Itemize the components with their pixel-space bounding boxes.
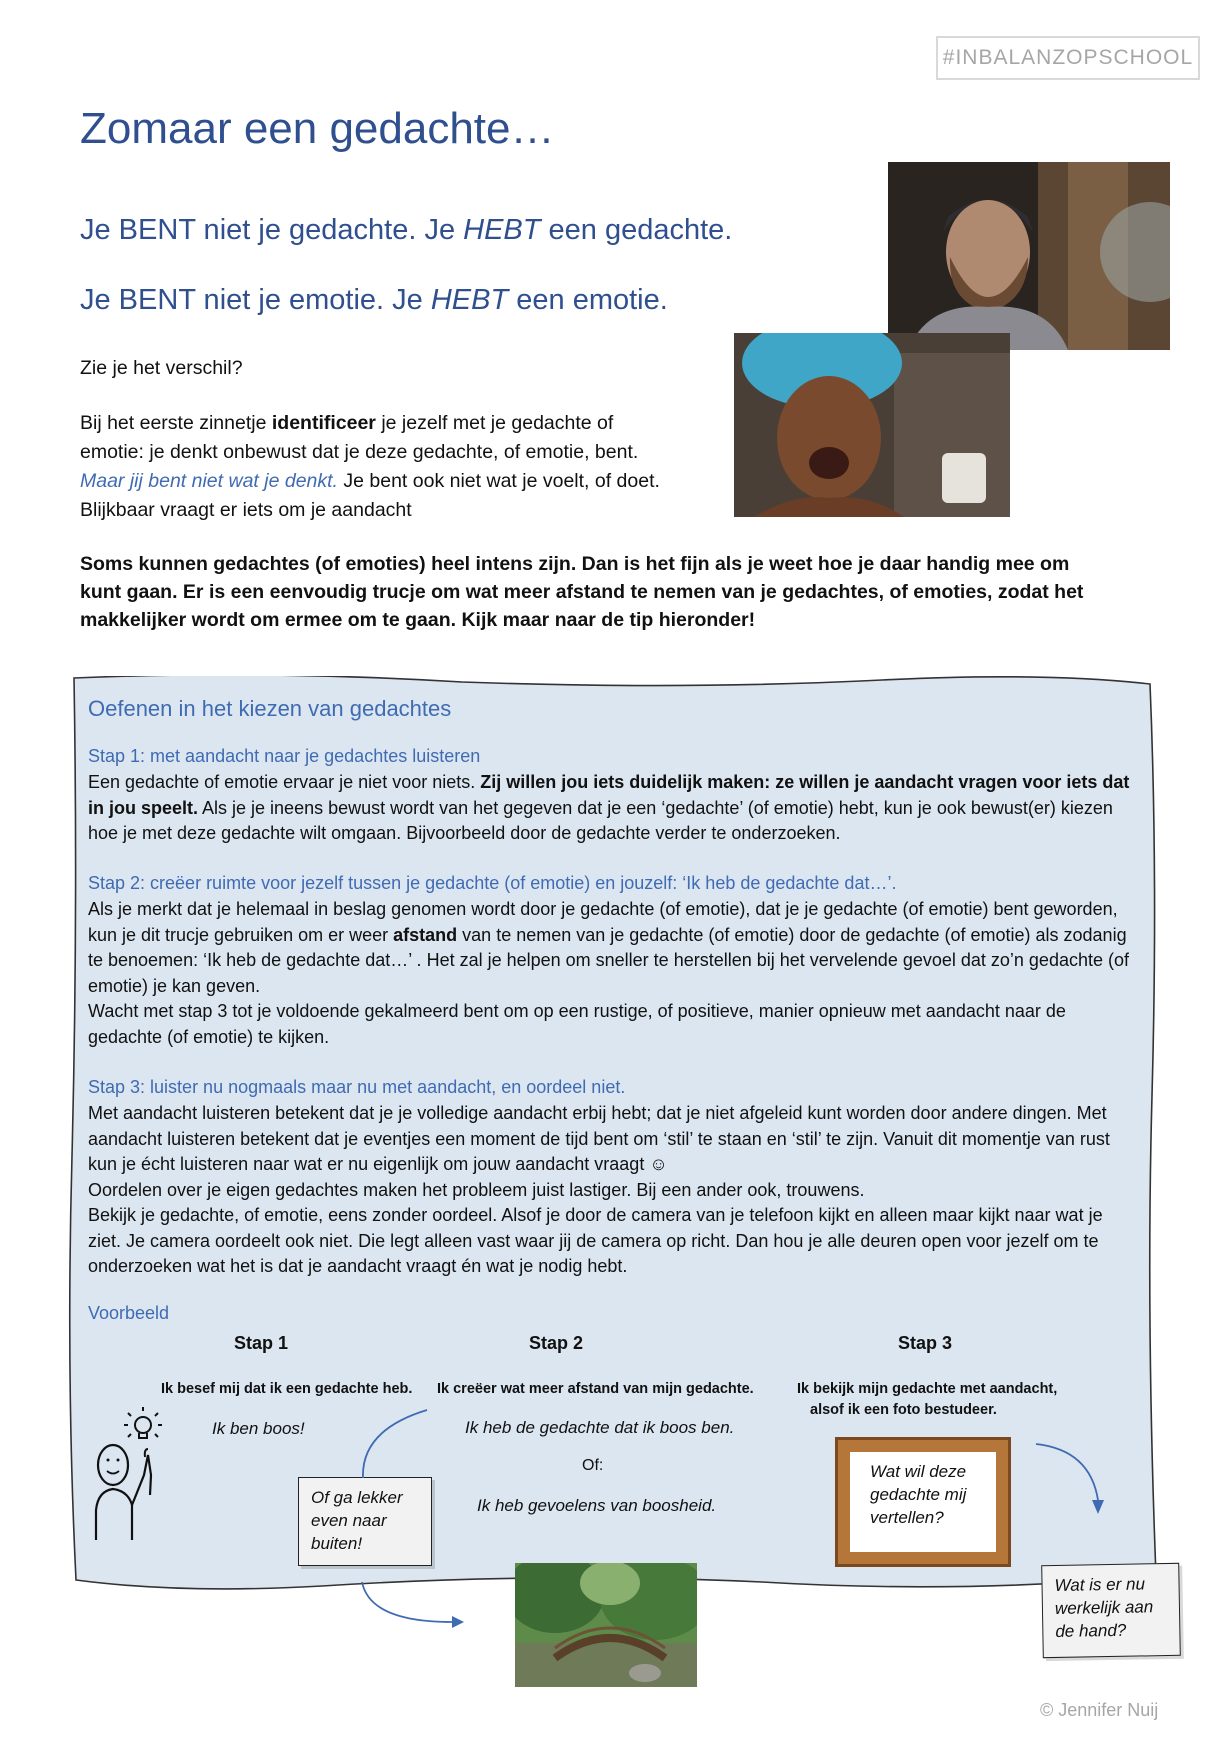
example-step1-heading: Stap 1 [234, 1333, 289, 1353]
step3-text: Met aandacht luisteren betekent dat je je volledige aandacht erbij hebt; dat je niet afgeleid kunt worden door andere dingen. Met aandacht luisteren betekent dat je eventjes een moment de tijd bent om ‘stil’ te staan en ‘stil’ te zijn. Vanuit dit momentje van rust kun je écht luisteren naar wat er nu eigenlijk om jouw aandacht vraagt ☺ Oordelen over je eigen gedachtes maken het probleem juist lastiger. Bij een ander ook, trouwens. Bekijk je gedachte, of emotie, eens zonder oordeel. Alsof je door de camera van je telefoon kijkt en alleen maar kijkt naar wat je ziet. Je camera oordeelt ook niet. Die legt alleen vast waar jij de camera op richt. Dan hou je alle deuren open voor jezelf om te onderzoeken wat het is dat je aandacht vraagt én wat je nodig hebt. [88, 1103, 1110, 1276]
stick-figure-lightbulb-icon [88, 1405, 178, 1545]
hashtag-label: #INBALANZOPSCHOOL [936, 36, 1200, 80]
step3-heading: Stap 3: luister nu nogmaals maar nu met aandacht, en oordeel niet. [88, 1077, 626, 1097]
arrow-curve-up-icon [355, 1400, 435, 1480]
subtitle-emotion: Je BENT niet je emotie. Je HEBT een emotie. [80, 284, 668, 316]
step2-heading: Stap 2: creëer ruimte voor jezelf tussen je gedachte (of emotie) en jouzelf: ‘Ik heb de gedachte dat…’. [88, 873, 897, 893]
example-label: Voorbeeld [88, 1303, 170, 1323]
photo-bearded-man [888, 162, 1170, 350]
example-step3-line2: alsof ik een foto bestudeer. [810, 1402, 997, 1418]
example-step2-italic2: Ik heb gevoelens van boosheid. [477, 1496, 717, 1515]
note-go-outside: Of ga lekker even naar buiten! [298, 1477, 432, 1566]
picture-frame-note: Wat wil deze gedachte mij vertellen? [838, 1440, 1008, 1564]
question-text: Zie je het verschil? [80, 357, 243, 379]
photo-park-bridge [515, 1563, 697, 1687]
copyright: © Jennifer Nuij [1040, 1700, 1159, 1720]
example-step3-heading: Stap 3 [898, 1333, 953, 1353]
example-step1-line: Ik besef mij dat ik een gedachte heb. [161, 1381, 413, 1397]
example-step2-heading: Stap 2 [529, 1333, 584, 1353]
step1-text: Een gedachte of emotie ervaar je niet voor niets. Zij willen jou iets duidelijk maken: ze willen je aandacht vragen voor iets dat in jou speelt. Als je je ineens bewust wordt van het gegeven dat je een ‘gedachte’ (of emotie) hebt, kun je ook bewust(er) kiezen hoe je met deze gedachte wilt omgaan. Bijvoorbeeld door de gedachte verder te onderzoeken. [88, 772, 1130, 843]
example-step2-line: Ik creëer wat meer afstand van mijn gedachte. [437, 1381, 754, 1397]
photo-laughing-woman [734, 333, 1010, 517]
example-step1-italic: Ik ben boos! [212, 1419, 305, 1438]
page-title: Zomaar een gedachte… [80, 104, 555, 153]
arrow-curve-right-icon [360, 1580, 470, 1640]
intro-paragraph: Bij het eerste zinnetje identificeer je jezelf met je gedachte of emotie: je denkt onbewust dat je deze gedachte, of emotie, bent. Maar jij bent niet wat je denkt. Je bent ook niet wat je voelt, of doet. Blijkbaar vraagt er iets om je aandacht [80, 412, 660, 521]
arrow-curve-down-icon [1034, 1440, 1114, 1520]
example-step2-or: Of: [582, 1457, 604, 1474]
example-step2-italic1: Ik heb de gedachte dat ik boos ben. [465, 1418, 735, 1437]
example-step3-line1: Ik bekijk mijn gedachte met aandacht, [797, 1381, 1058, 1397]
subtitle-thought: Je BENT niet je gedachte. Je HEBT een gedachte. [80, 214, 733, 246]
step2-text: Als je merkt dat je helemaal in beslag genomen wordt door je gedachte (of emotie), dat je je gedachte (of emotie) bent geworden, kun je dit trucje gebruiken om er weer afstand van te nemen van je gedachte (of emotie) door de gedachte (of emotie) als zodanig te benoemen: ‘Ik heb de gedachte dat…’ . Het zal je helpen om sneller te herstellen bij het vervelende gevoel dat zo’n gedachte (of emotie) je kan geven. Wacht met stap 3 tot je voldoende gekalmeerd bent om op een rustige, of positieve, manier opnieuw met aandacht naar de gedachte (of emotie) te kijken. [88, 899, 1129, 1047]
note-what-is-happening: Wat is er nu werkelijk aan de hand? [1041, 1563, 1181, 1658]
step1-heading: Stap 1: met aandacht naar je gedachtes luisteren [88, 746, 481, 766]
bold-paragraph: Soms kunnen gedachtes (of emoties) heel intens zijn. Dan is het fijn als je weet hoe je daar handig mee om kunt gaan. Er is een eenvoudig trucje om wat meer afstand te nemen van je gedachtes, of emoties, zodat het makkelijker wordt om ermee om te gaan. Kijk maar naar de tip hieronder! [80, 553, 1084, 631]
exercise-title: Oefenen in het kiezen van gedachtes [88, 696, 452, 721]
